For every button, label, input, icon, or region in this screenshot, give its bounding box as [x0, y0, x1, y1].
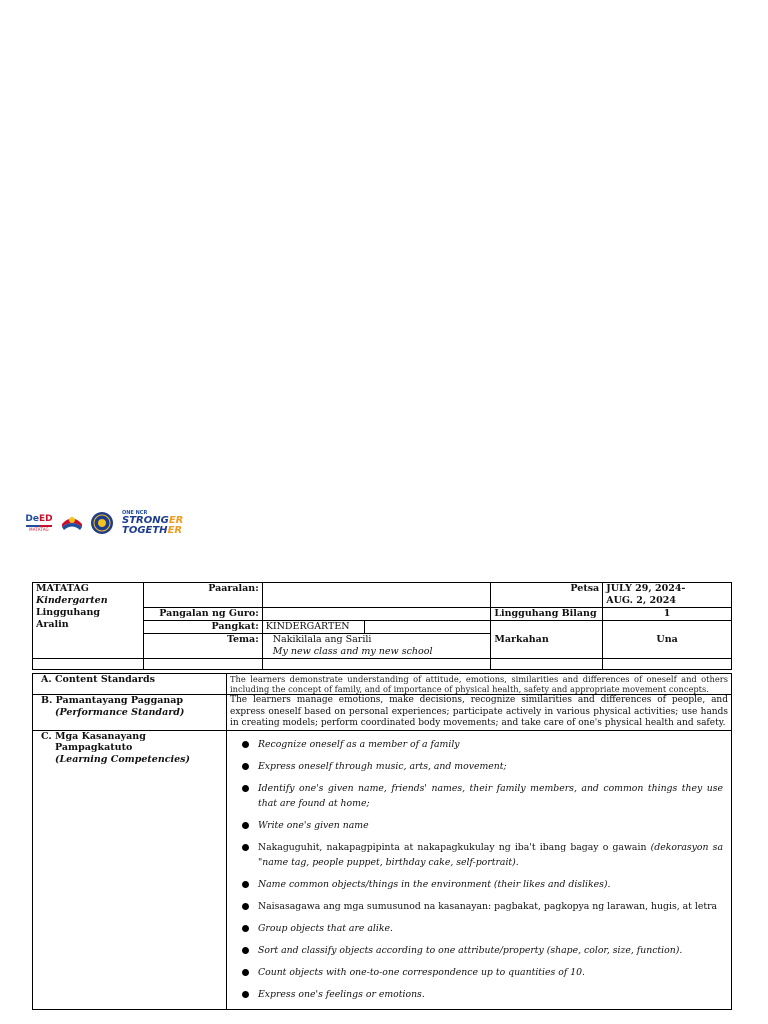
- lesson-header-table: [32, 582, 732, 670]
- list-item: [237, 840, 723, 870]
- pangkat-label: Pangkat:: [143, 621, 262, 634]
- standards-table: [32, 673, 732, 1010]
- tema-value-line1: Nakikilala ang Sarili: [272, 634, 372, 645]
- petsa-value: [603, 583, 732, 608]
- ncr-top-text: ONE NCR: [122, 510, 148, 516]
- logo-strip: [24, 506, 183, 540]
- deped-logo-sub: MATATAG: [29, 527, 49, 532]
- deped-logo-text-a: De: [25, 514, 39, 524]
- competency-text: Group objects that are alike.: [258, 922, 393, 934]
- tema-value: [262, 634, 491, 659]
- stronger-together-logo: [122, 510, 183, 536]
- competency-text: Naisasagawa ang mga sumusunod na kasanayan: pagbakat, pagkopya ng larawan, hugis, at letra: [258, 900, 718, 912]
- petsa-value-line1: JULY 29, 2024-: [606, 583, 686, 594]
- learning-competencies-label-line2: Pampagkatuto: [55, 742, 133, 753]
- performance-standard-label-text: B. Pamantayang Pagganap: [41, 695, 184, 706]
- list-item: [237, 759, 723, 774]
- deped-logo: [24, 508, 54, 538]
- ncr-line2-b: ER: [167, 525, 183, 536]
- list-item: [237, 921, 723, 936]
- competency-text-italic: (dekorasyon sa "name tag, people puppet, birthday cake, self-portrait).: [258, 841, 723, 868]
- ncr-line2-a: TOGETH: [122, 525, 168, 536]
- content-standards-label: [33, 674, 227, 695]
- content-standards-label-text: A. Content Standards: [41, 674, 155, 685]
- list-item: [237, 965, 723, 980]
- performance-standard-text: The learners manage emotions, make decisions, recognize similarities and differences of people, and express oneself based on personal experiences; participate actively in various physical activities; use hands in creating models; perform coordinated body movements; and take care of one's physical health and safety.: [227, 695, 732, 731]
- markahan-label: Markahan: [491, 621, 603, 659]
- list-item: [237, 737, 723, 752]
- competency-text: Sort and classify objects according to one attribute/property (shape, color, size, function).: [258, 944, 683, 956]
- title-lingguhang: Lingguhang: [36, 607, 100, 618]
- paaralan-value: [262, 583, 491, 608]
- tema-value-line2: My new class and my new school: [272, 646, 433, 657]
- deped-logo-text-b: ED: [38, 514, 53, 524]
- competency-text: Count objects with one-to-one correspondence up to quantities of 10.: [258, 966, 586, 978]
- pangkat-value: KINDERGARTEN: [263, 621, 365, 633]
- competency-text: Nakaguguhit, nakapagpipinta at nakapagkukulay ng iba't ibang bagay o gawain: [258, 841, 647, 853]
- competency-text: Express one's feelings or emotions.: [258, 988, 425, 1000]
- learning-competencies-sub: (Learning Competencies): [55, 753, 191, 765]
- bagong-pilipinas-logo: [60, 511, 84, 535]
- paaralan-label: Paaralan:: [143, 583, 262, 608]
- petsa-label: Petsa: [491, 583, 603, 608]
- ncr-line1-b: ER: [168, 515, 184, 526]
- lingguhang-bilang-value: 1: [603, 608, 732, 621]
- competency-text: Write one's given name: [258, 819, 369, 831]
- guro-label: Pangalan ng Guro:: [143, 608, 262, 621]
- pangkat-value-cell: [262, 621, 491, 634]
- content-standards-text: The learners demonstrate understanding of attitude, emotions, similarities and differences of oneself and others including the concept of family, and of importance of physical health, safety and appropriate movement concepts.: [227, 674, 732, 695]
- competency-text: Name common objects/things in the environment (their likes and dislikes).: [258, 878, 611, 890]
- lingguhang-bilang-label: Lingguhang Bilang: [491, 608, 603, 621]
- ncr-line1-a: STRONG: [122, 515, 169, 526]
- guro-value: [262, 608, 491, 621]
- title-matatag: MATATAG: [36, 583, 89, 594]
- learning-competencies-label: [33, 730, 227, 1009]
- markahan-value: Una: [603, 621, 732, 659]
- title-kindergarten: Kindergarten: [36, 595, 108, 606]
- ncr-seal-logo: [90, 511, 114, 535]
- list-item: [237, 781, 723, 811]
- learning-competencies-list: [237, 735, 723, 1002]
- list-item: [237, 899, 723, 914]
- learning-competencies-list-cell: [227, 730, 732, 1009]
- lesson-title-cell: [33, 583, 144, 659]
- competency-text: Identify one's given name, friends' names, their family members, and common things they use that are found at home;: [258, 782, 723, 809]
- list-item: [237, 877, 723, 892]
- list-item: [237, 987, 723, 1002]
- competency-text: Recognize oneself as a member of a family: [258, 738, 460, 750]
- competency-text: Express oneself through music, arts, and movement;: [258, 760, 507, 772]
- title-aralin: Aralin: [36, 619, 69, 630]
- petsa-value-line2: AUG. 2, 2024: [606, 595, 676, 606]
- list-item: [237, 818, 723, 833]
- list-item: [237, 943, 723, 958]
- performance-standard-label: [33, 695, 227, 731]
- learning-competencies-label-line1: C. Mga Kasanayang: [41, 730, 146, 742]
- performance-standard-sub: (Performance Standard): [55, 706, 185, 718]
- tema-label: Tema:: [143, 634, 262, 659]
